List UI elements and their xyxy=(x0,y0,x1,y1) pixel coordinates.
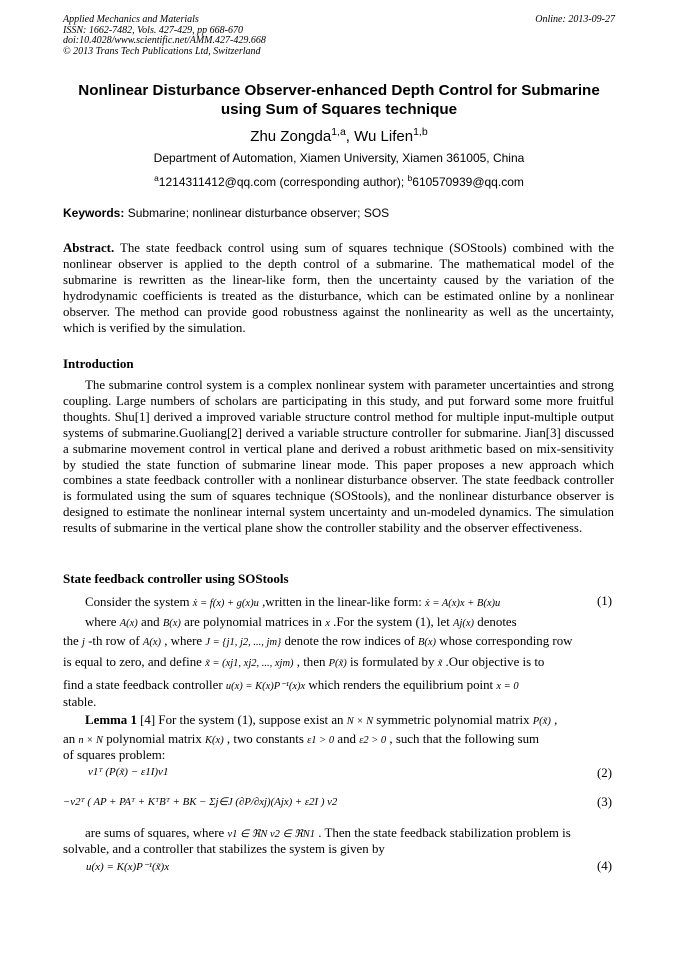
keywords-text: Submarine; nonlinear disturbance observer; SOS xyxy=(124,206,390,220)
keywords-label: Keywords: xyxy=(63,206,125,220)
text: , where xyxy=(160,634,206,648)
equation-number-3: (3) xyxy=(596,795,612,809)
text: which renders the equilibrium point xyxy=(305,678,497,692)
email-b-sup: b xyxy=(407,173,413,183)
author-1: Zhu Zongda xyxy=(250,128,332,145)
introduction-heading: Introduction xyxy=(63,356,134,371)
text: are polynomial matrices in xyxy=(180,615,326,629)
lemma-label: Lemma 1 xyxy=(85,713,137,727)
email-b: 610570939@qq.com xyxy=(412,175,524,189)
text: [4] For the system (1), suppose exist an xyxy=(136,713,347,727)
authors xyxy=(0,123,678,146)
math: u(x) = K(x)P⁻¹(x)x xyxy=(225,681,306,692)
sec2-line-5 xyxy=(63,677,614,695)
equation-number-1: (1) xyxy=(596,594,612,608)
math: Aj(x) xyxy=(453,618,475,629)
online-date: Online: 2013-09-27 xyxy=(535,14,615,25)
author-2-sup: 1,b xyxy=(413,126,428,138)
doi: doi:10.4028/www.scientific.net/AMM.427-429.668 xyxy=(63,35,266,46)
math: x xyxy=(325,618,330,629)
lemma-line-1 xyxy=(63,712,636,730)
system-equation: ẋ = f(x) + g(x)u xyxy=(192,598,259,609)
title-line-1: Nonlinear Disturbance Observer-enhanced Depth Control for Submarine xyxy=(78,82,600,99)
text: . Then the state feedback stabilization problem is xyxy=(315,826,571,840)
author-separator: , xyxy=(345,128,355,145)
text: are sums of squares, where xyxy=(85,826,228,840)
text: denotes xyxy=(474,615,517,629)
lemma-line-3: of squares problem: xyxy=(63,748,166,762)
emails xyxy=(0,171,678,190)
math: v1 ∈ ℜN v2 ∈ ℜN1 xyxy=(227,829,316,840)
keywords xyxy=(63,206,389,220)
equation-4: u(x) = K(x)P⁻¹(x̃)x xyxy=(86,861,170,873)
abstract-label: Abstract. xyxy=(63,241,115,255)
copyright: © 2013 Trans Tech Publications Ltd, Switzerland xyxy=(63,45,261,57)
text: where xyxy=(85,615,120,629)
author-1-sup: 1,a xyxy=(331,126,346,138)
equation-number-4: (4) xyxy=(596,859,612,873)
math: K(x) xyxy=(205,735,224,746)
text: polynomial matrix xyxy=(102,732,206,746)
text: whose corresponding row xyxy=(436,634,573,648)
math: x = 0 xyxy=(496,681,519,692)
math: B(x) xyxy=(162,618,181,629)
introduction-text: The submarine control system is a complex nonlinear system with parameter uncertainties and strong coupling. Large numbers of scholars are participating in this study, and put forward some more fruitful thoughts. Shu[1] derived a improved variable structure control method for multiple input-multiple output systems of submarine.Guoliang[2] derived a variable structure controller for submarine. Jian[3] discussed a submarine movement control in vertical plane and derived a robust arithmetic based on mix-sensitivity by studied the state function of submarine linear mode. This paper proposes a new approach which combines a state feedback controller with a nonlinear disturbance observer. The state feedback controller is formulated using the sum of squares technique (SOStools), and the nonlinear disturbance observer is designed to estimate the nonlinear internal system uncertainty and un-modeled dynamics. The simulation results of submarine in the vertical plane show the controller stability and the observer effectiveness. xyxy=(63,378,614,536)
math: ε1 > 0 xyxy=(307,735,335,746)
title-line-2: using Sum of Squares technique xyxy=(220,101,458,118)
sec2-line-3 xyxy=(63,633,614,651)
text: ,written in the linear-like form: xyxy=(258,595,426,609)
text: , xyxy=(550,713,558,727)
text: symmetric polynomial matrix xyxy=(373,713,533,727)
text: , such that the following sum xyxy=(386,732,540,746)
sec2-line-6: stable. xyxy=(63,695,97,709)
equation-2: v1ᵀ (P(x̃) − ε1I)v1 xyxy=(88,766,169,778)
sec2-line-4 xyxy=(63,654,614,672)
paper-title xyxy=(60,81,618,119)
math: P(x̃) xyxy=(532,716,551,727)
text: is equal to zero, and define xyxy=(63,655,206,669)
text: Consider the system xyxy=(85,595,193,609)
journal-header xyxy=(63,15,266,57)
math: ε2 > 0 xyxy=(359,735,387,746)
abstract-text: The state feedback control using sum of squares technique (SOStools) combined with the nonlinear observer is applied to the depth control of a submarine. The mathematical model of the submarine is rewritten as the linear-like form, then the uncertainty caused by the variation of the hydrodynamic coefficients is treated as the disturbance, which can be estimated online by a nonlinear observer. The method can provide good robustness against the nonlinearity as well as the uncertainty, which is verified by the simulation. xyxy=(63,241,614,335)
sec2-line-2 xyxy=(63,614,636,632)
issn: ISSN: 1662-7482, Vols. 427-429, pp 668-670 xyxy=(63,24,243,36)
math: n × N xyxy=(78,735,103,746)
journal-name: Applied Mechanics and Materials xyxy=(63,14,199,25)
equation-number-2: (2) xyxy=(596,766,612,780)
text: an xyxy=(63,732,79,746)
text: -th row of xyxy=(84,634,143,648)
math: N × N xyxy=(346,716,374,727)
text: and xyxy=(334,732,360,746)
affiliation: Department of Automation, Xiamen University, Xiamen 361005, China xyxy=(153,151,525,165)
section-2-heading: State feedback controller using SOStools xyxy=(63,571,289,586)
lemma-line-5: solvable, and a controller that stabilizes the system is given by xyxy=(63,842,385,856)
sec2-line-1 xyxy=(63,594,636,612)
email-a: 1214311412@qq.com (corresponding author); xyxy=(158,175,408,189)
text: denote the row indices of xyxy=(281,634,418,648)
text: the xyxy=(63,634,82,648)
math: A(x) xyxy=(119,618,138,629)
math: J = {j1, j2, ..., jm} xyxy=(205,637,282,648)
email-a-sup: a xyxy=(154,173,159,183)
text: .Our objective is to xyxy=(442,655,545,669)
text: is formulated by xyxy=(346,655,438,669)
math: j xyxy=(81,637,85,648)
math: A(x) xyxy=(142,637,161,648)
text: find a state feedback controller xyxy=(63,678,226,692)
text: , two constants xyxy=(223,732,308,746)
math: P(x̃) xyxy=(328,658,347,669)
equation-3: −v2ᵀ ( AP + PAᵀ + KᵀBᵀ + BK − Σj∈J (∂P/∂xj)(Ajx) + ε2I ) v2 xyxy=(63,796,338,808)
author-2: Wu Lifen xyxy=(354,128,414,145)
math: B(x) xyxy=(417,637,437,648)
text: .For the system (1), let xyxy=(329,615,454,629)
math: x̃ = (xj1, xj2, ..., xjm) xyxy=(205,658,294,669)
linear-like-equation: ẋ = A(x)x + B(x)u xyxy=(425,598,501,609)
text: and xyxy=(137,615,163,629)
abstract xyxy=(63,241,614,336)
text: , then xyxy=(293,655,329,669)
math: x̃ xyxy=(437,658,443,669)
